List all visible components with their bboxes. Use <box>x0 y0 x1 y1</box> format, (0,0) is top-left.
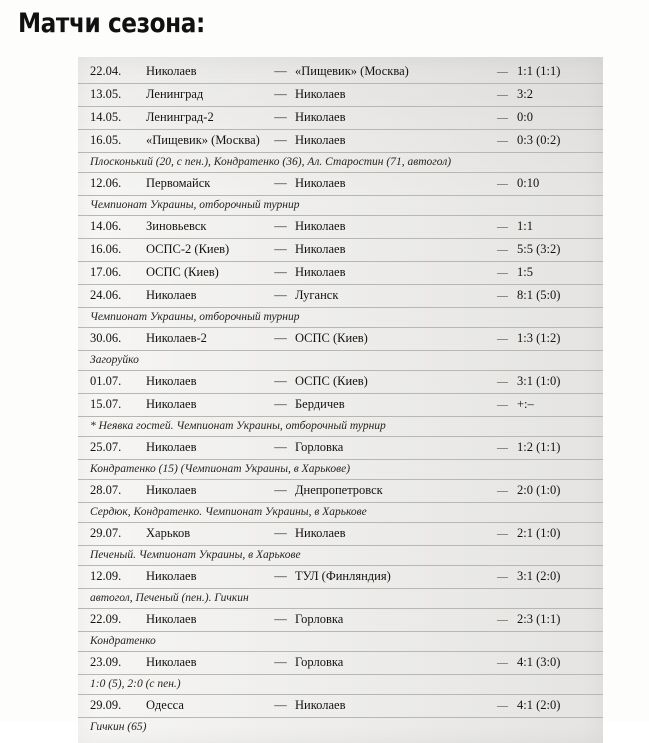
match-date: 17.06. <box>90 265 122 279</box>
home-team: ОСПС-2 (Киев) <box>146 242 230 256</box>
home-team: Николаев <box>146 483 197 497</box>
away-team: Николаев <box>295 698 346 712</box>
match-date: 30.06. <box>90 331 122 345</box>
away-team: «Пищевик» (Москва) <box>295 64 409 78</box>
table-row <box>78 173 603 196</box>
match-score: 1:1 <box>517 219 533 233</box>
away-team: Горловка <box>295 655 344 669</box>
away-team: ОСПС (Киев) <box>295 374 368 388</box>
match-date: 13.05. <box>90 87 122 101</box>
versus-dash: — <box>274 374 286 388</box>
page-title: Матчи сезона: <box>18 8 205 39</box>
match-score: 1:3 (1:2) <box>517 331 561 345</box>
versus-dash: — <box>274 655 286 669</box>
away-team: Николаев <box>295 265 346 279</box>
home-team: Николаев <box>146 655 197 669</box>
versus-dash: — <box>274 64 286 78</box>
table-row <box>78 695 603 718</box>
home-team: Николаев <box>146 569 197 583</box>
score-separator: — <box>497 614 507 626</box>
away-team: ОСПС (Киев) <box>295 331 368 345</box>
away-team: Днепропетровск <box>295 483 383 497</box>
table-row <box>78 216 603 239</box>
match-score: +:– <box>517 397 534 411</box>
home-team: Николаев <box>146 374 197 388</box>
versus-dash: — <box>274 110 286 124</box>
table-row <box>78 437 603 460</box>
table-row <box>78 566 603 589</box>
score-separator: — <box>497 112 507 124</box>
match-score: 4:1 (2:0) <box>517 698 561 712</box>
score-separator: — <box>497 267 507 279</box>
versus-dash: — <box>274 288 286 302</box>
table-row <box>78 285 603 308</box>
match-date: 25.07. <box>90 440 122 454</box>
match-date: 15.07. <box>90 397 122 411</box>
away-team: Луганск <box>295 288 339 302</box>
table-row <box>78 609 603 632</box>
match-note: Гичкин (65) <box>90 721 147 733</box>
away-team: Бердичев <box>295 397 345 411</box>
match-score: 1:5 <box>517 265 533 279</box>
home-team: Николаев <box>146 288 197 302</box>
match-date: 16.06. <box>90 242 122 256</box>
versus-dash: — <box>274 612 286 626</box>
away-team: Николаев <box>295 133 346 147</box>
away-team: Николаев <box>295 242 346 256</box>
match-score: 8:1 (5:0) <box>517 288 561 302</box>
versus-dash: — <box>274 526 286 540</box>
match-score: 0:0 <box>517 110 533 124</box>
versus-dash: — <box>274 133 286 147</box>
away-team: Николаев <box>295 176 346 190</box>
home-team: Николаев <box>146 64 197 78</box>
match-date: 14.06. <box>90 219 122 233</box>
score-separator: — <box>497 221 507 233</box>
score-separator: — <box>497 135 507 147</box>
home-team: Харьков <box>146 526 191 540</box>
away-team: ТУЛ (Финляндия) <box>295 569 391 583</box>
home-team: Ленинград-2 <box>146 110 214 124</box>
match-score: 4:1 (3:0) <box>517 655 561 669</box>
versus-dash: — <box>274 87 286 101</box>
away-team: Николаев <box>295 219 346 233</box>
home-team: Николаев <box>146 440 197 454</box>
table-row <box>78 652 603 675</box>
match-score: 1:1 (1:1) <box>517 64 561 78</box>
match-score: 2:3 (1:1) <box>517 612 561 626</box>
match-note: 1:0 (5), 2:0 (с пен.) <box>78 675 603 695</box>
home-team: Зиновьевск <box>146 219 207 233</box>
match-date: 14.05. <box>90 110 122 124</box>
home-team: Николаев-2 <box>146 331 207 345</box>
match-note: Кондратенко (15) (Чемпионат Украины, в Харькове) <box>78 460 603 480</box>
versus-dash: — <box>274 483 286 497</box>
match-note: Кондратенко <box>78 632 603 652</box>
score-separator: — <box>497 528 507 540</box>
match-score: 1:2 (1:1) <box>517 440 561 454</box>
versus-dash: — <box>274 397 286 411</box>
match-date: 29.09. <box>90 698 122 712</box>
table-row <box>78 107 603 130</box>
match-score: 0:3 (0:2) <box>517 133 561 147</box>
match-note: Загоруйко <box>78 351 603 371</box>
home-team: Ленинград <box>146 87 204 101</box>
match-note: Чемпионат Украины, отборочный турнир <box>78 196 603 216</box>
match-date: 22.09. <box>90 612 122 626</box>
score-separator: — <box>497 485 507 497</box>
match-date: 12.06. <box>90 176 122 190</box>
match-date: 24.06. <box>90 288 122 302</box>
match-score: 3:1 (2:0) <box>517 569 561 583</box>
score-separator: — <box>497 571 507 583</box>
table-row <box>78 84 603 107</box>
home-team: «Пищевик» (Москва) <box>146 133 260 147</box>
table-row <box>78 480 603 503</box>
away-team: Николаев <box>295 87 346 101</box>
match-date: 01.07. <box>90 374 122 388</box>
match-note: Печеный. Чемпионат Украины, в Харькове <box>78 546 603 566</box>
away-team: Николаев <box>295 526 346 540</box>
versus-dash: — <box>274 569 286 583</box>
matches-rows <box>78 61 603 737</box>
match-note: * Неявка гостей. Чемпионат Украины, отборочный турнир <box>78 417 603 437</box>
match-date: 12.09. <box>90 569 122 583</box>
match-score: 3:2 <box>517 87 533 101</box>
score-separator: — <box>497 244 507 256</box>
score-separator: — <box>497 333 507 345</box>
score-separator: — <box>497 66 507 78</box>
table-row <box>78 239 603 262</box>
match-date: 22.04. <box>90 64 122 78</box>
table-row <box>78 262 603 285</box>
home-team: Николаев <box>146 612 197 626</box>
match-date: 16.05. <box>90 133 122 147</box>
table-row <box>78 523 603 546</box>
match-note: Сердюк, Кондратенко. Чемпионат Украины, в Харькове <box>78 503 603 523</box>
versus-dash: — <box>274 698 286 712</box>
score-separator: — <box>497 657 507 669</box>
match-score: 2:1 (1:0) <box>517 526 561 540</box>
match-date: 28.07. <box>90 483 122 497</box>
match-score: 2:0 (1:0) <box>517 483 561 497</box>
match-note: автогол, Печеный (пен.). Гичкин <box>78 589 603 609</box>
table-row <box>78 371 603 394</box>
versus-dash: — <box>274 331 286 345</box>
score-separator: — <box>497 376 507 388</box>
versus-dash: — <box>274 219 286 233</box>
matches-table <box>78 57 603 743</box>
versus-dash: — <box>274 265 286 279</box>
home-team: Одесса <box>146 698 184 712</box>
match-date: 29.07. <box>90 526 122 540</box>
away-team: Горловка <box>295 612 344 626</box>
home-team: Николаев <box>146 397 197 411</box>
match-score: 5:5 (3:2) <box>517 242 561 256</box>
away-team: Горловка <box>295 440 344 454</box>
match-date: 23.09. <box>90 655 122 669</box>
table-row <box>78 61 603 84</box>
table-row <box>78 394 603 417</box>
score-separator: — <box>497 700 507 712</box>
match-note: Плосконький (20, с пен.), Кондратенко (36), Ал. Старостин (71, автогол) <box>78 153 603 173</box>
table-row <box>78 130 603 153</box>
home-team: Первомайск <box>146 176 211 190</box>
score-separator: — <box>497 89 507 101</box>
score-separator: — <box>497 399 507 411</box>
match-note: Чемпионат Украины, отборочный турнир <box>78 308 603 328</box>
away-team: Николаев <box>295 110 346 124</box>
score-separator: — <box>497 442 507 454</box>
match-score: 0:10 <box>517 176 540 190</box>
score-separator: — <box>497 178 507 190</box>
table-row <box>78 328 603 351</box>
home-team: ОСПС (Киев) <box>146 265 219 279</box>
score-separator: — <box>497 290 507 302</box>
match-score: 3:1 (1:0) <box>517 374 561 388</box>
versus-dash: — <box>274 440 286 454</box>
versus-dash: — <box>274 242 286 256</box>
versus-dash: — <box>274 176 286 190</box>
